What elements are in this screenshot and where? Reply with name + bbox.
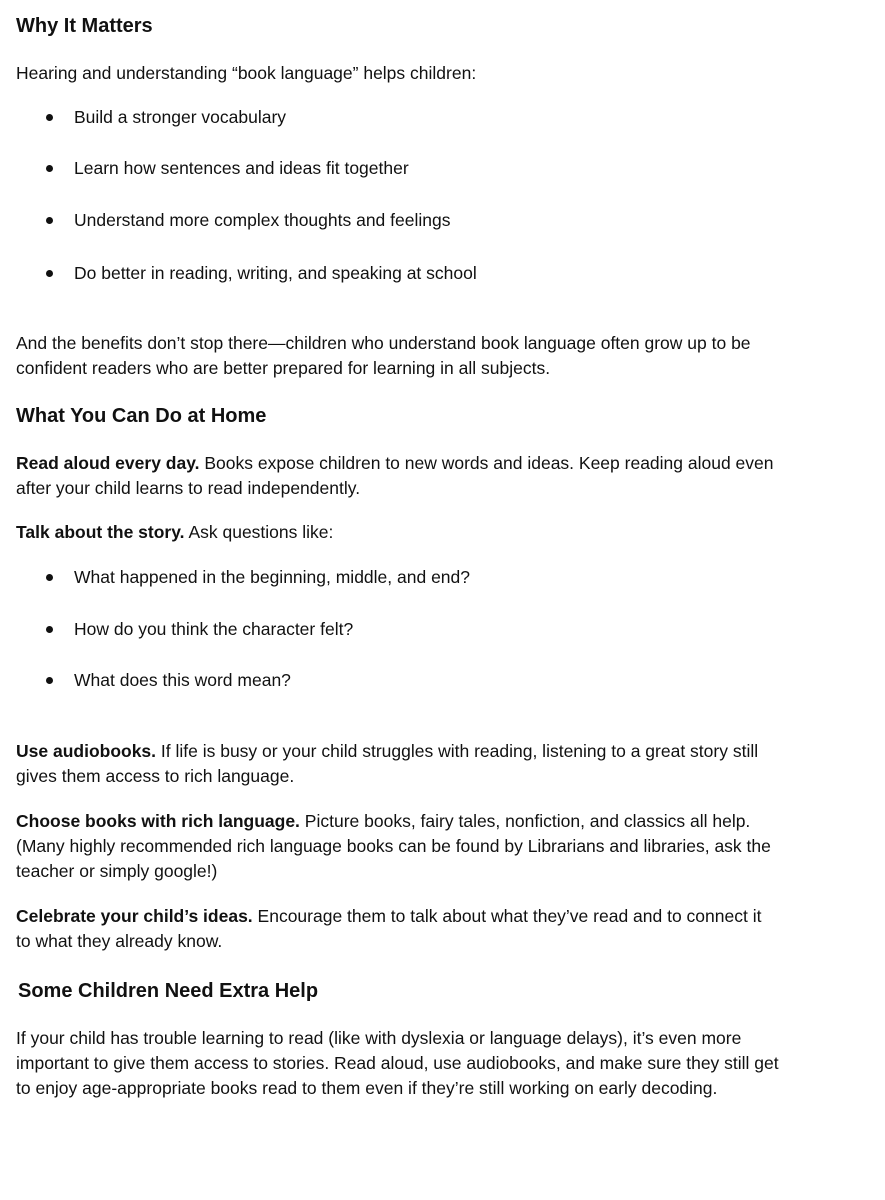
audio-text1: If life is busy or your child struggles with reading, listening to a great story still <box>156 741 759 761</box>
list-item-text: Understand more complex thoughts and feelings <box>74 210 451 230</box>
read-aloud-text1: Books expose children to new words and ideas. Keep reading aloud even <box>199 453 774 473</box>
list-item-text: Learn how sentences and ideas fit together <box>74 158 409 178</box>
bullet-icon <box>46 574 53 581</box>
extra-line1: If your child has trouble learning to read (like with dyslexia or language delays), it’s even more <box>16 1028 742 1048</box>
audio-text2: gives them access to rich language. <box>16 766 295 786</box>
talk-bold: Talk about the story. <box>16 522 185 542</box>
heading-extra-help: Some Children Need Extra Help <box>18 980 319 1002</box>
audio-bold: Use audiobooks. <box>16 741 157 761</box>
list-item-text: What does this word mean? <box>74 670 291 690</box>
extra-help-paragraph <box>16 1026 876 1101</box>
list-item <box>42 668 291 693</box>
extra-line2: important to give them access to stories. Read aloud, use audiobooks, and make sure they still get <box>16 1053 779 1073</box>
list-item <box>42 105 286 130</box>
why-intro: Hearing and understanding “book language” helps children: <box>16 63 477 83</box>
why-closing <box>16 331 876 381</box>
choose-books-paragraph <box>16 809 876 884</box>
list-item <box>42 156 409 181</box>
choose-text2: (Many highly recommended rich language books can be found by Librarians and libraries, ask the <box>16 836 771 856</box>
talk-text: Ask questions like: <box>184 522 334 542</box>
extra-line3: to enjoy age-appropriate books read to them even if they’re still working on early decoding. <box>16 1078 718 1098</box>
heading-what-you-can-do: What You Can Do at Home <box>16 405 267 427</box>
talk-paragraph <box>16 520 876 545</box>
bullet-icon <box>46 165 53 172</box>
list-item <box>42 261 477 286</box>
list-item-text: How do you think the character felt? <box>74 619 354 639</box>
list-item <box>42 565 470 590</box>
heading-why-it-matters: Why It Matters <box>16 15 153 37</box>
why-closing-line1: And the benefits don’t stop there—children who understand book language often grow up to be <box>16 333 751 353</box>
read-aloud-bold: Read aloud every day. <box>16 453 200 473</box>
celebrate-text1: Encourage them to talk about what they’ve read and to connect it <box>252 906 762 926</box>
read-aloud-paragraph <box>16 451 876 501</box>
bullet-icon <box>46 270 53 277</box>
list-item-text: What happened in the beginning, middle, and end? <box>74 567 470 587</box>
bullet-icon <box>46 217 53 224</box>
celebrate-text2: to what they already know. <box>16 931 223 951</box>
celebrate-bold: Celebrate your child’s ideas. <box>16 906 253 926</box>
list-item <box>42 208 450 233</box>
list-item <box>42 617 353 642</box>
why-closing-line2: confident readers who are better prepared for learning in all subjects. <box>16 358 551 378</box>
choose-text3: teacher or simply google!) <box>16 861 218 881</box>
list-item-text: Build a stronger vocabulary <box>74 107 287 127</box>
celebrate-paragraph <box>16 904 876 954</box>
bullet-icon <box>46 114 53 121</box>
audiobooks-paragraph <box>16 739 876 789</box>
read-aloud-text2: after your child learns to read independently. <box>16 478 361 498</box>
choose-bold: Choose books with rich language. <box>16 811 300 831</box>
bullet-icon <box>46 626 53 633</box>
bullet-icon <box>46 677 53 684</box>
choose-text1: Picture books, fairy tales, nonfiction, and classics all help. <box>299 811 751 831</box>
list-item-text: Do better in reading, writing, and speaking at school <box>74 263 477 283</box>
